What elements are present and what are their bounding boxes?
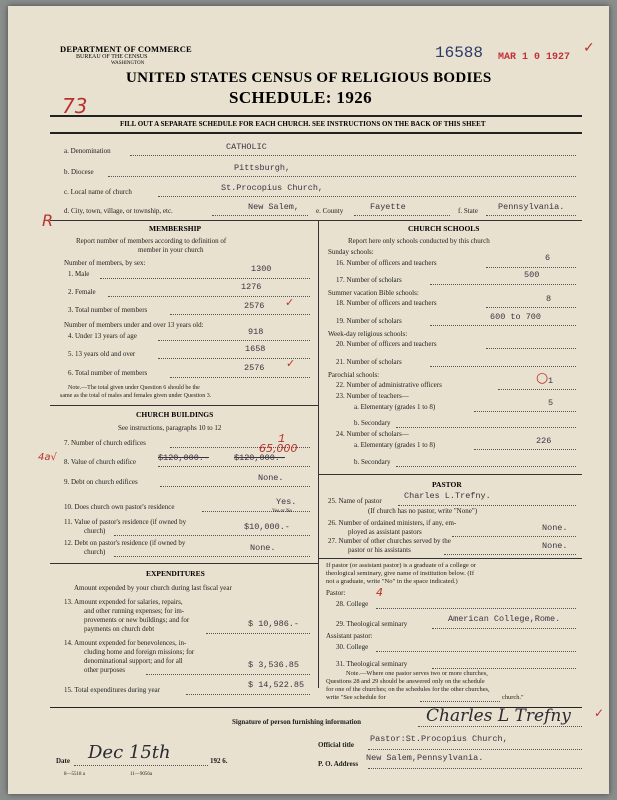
date-year: 192 6. xyxy=(210,757,228,765)
bureau-name: BUREAU OF THE CENSUS xyxy=(76,54,148,60)
q11-label-1: 11. Value of pastor's residence (if owned by xyxy=(64,518,187,526)
q24a-value: 226 xyxy=(536,436,552,446)
q17-value: 500 xyxy=(524,270,540,280)
q14-line-3: denominational support; and for all xyxy=(84,657,183,665)
official-title-label: Official title xyxy=(318,741,354,749)
q16-label: 16. Number of officers and teachers xyxy=(336,259,437,267)
q6-value: 2576 xyxy=(244,363,265,373)
pastor-note-3: for one of the churches; on the schedules for the other churches, xyxy=(326,686,490,693)
q26-line-1: 26. Number of ordained ministers, if any, em- xyxy=(328,519,457,527)
q14-line-2: cluding home and foreign missions; for xyxy=(84,648,195,656)
q10-label: 10. Does church own pastor's residence xyxy=(64,503,175,511)
department-name: DEPARTMENT OF COMMERCE xyxy=(60,44,192,54)
census-schedule-page xyxy=(8,6,609,794)
q14-value: $ 3,536.85 xyxy=(248,660,300,670)
q17-label: 17. Number of scholars xyxy=(336,276,402,284)
city-label: d. City, town, village, or township, etc. xyxy=(64,207,173,215)
expenditures-heading: EXPENDITURES xyxy=(146,569,205,578)
received-date-stamp: MAR 1 0 1927 xyxy=(498,52,571,63)
q13-value: $ 10,986.- xyxy=(248,619,300,629)
q4-value: 918 xyxy=(248,327,264,337)
diocese-label: b. Diocese xyxy=(64,168,94,176)
q2-value: 1276 xyxy=(241,282,262,292)
church-buildings-heading: CHURCH BUILDINGS xyxy=(136,410,214,419)
form-subtitle: SCHEDULE: 1926 xyxy=(229,88,373,107)
q26-line-2: ployed as assistant pastors xyxy=(348,528,422,536)
q7-value: 1 xyxy=(278,432,286,446)
q12-label-2: church) xyxy=(84,548,106,556)
q1-label: 1. Male xyxy=(68,270,90,278)
q13-line-4: payments on church debt xyxy=(84,625,155,633)
handwritten-r-mark: R xyxy=(42,211,54,230)
state-value: Pennsylvania. xyxy=(498,202,565,212)
q23a-value: 5 xyxy=(548,398,554,408)
serial-number: 16588 xyxy=(435,44,484,62)
q6-label: 6. Total number of members xyxy=(68,369,148,377)
check-mark-icon: ✓ xyxy=(583,40,595,56)
signature-label: Signature of person furnishing information xyxy=(232,718,361,726)
diocese-value: Pittsburgh, xyxy=(234,163,291,173)
members-by-sex: Number of members, by sex: xyxy=(64,259,146,267)
expenditures-intro: Amount expended by your church during last fiscal year xyxy=(74,584,232,592)
q12-value: None. xyxy=(250,543,276,553)
q25-hint: (If church has no pastor, write "None") xyxy=(368,507,478,515)
handwritten-number: 73 xyxy=(62,94,88,118)
denomination-value: CATHOLIC xyxy=(226,142,267,152)
state-label: f. State xyxy=(458,207,478,215)
city-name: WASHINGTON xyxy=(111,61,145,66)
handwritten-margin-note: 4a√ xyxy=(38,452,57,463)
church-buildings-intro: See instructions, paragraphs 10 to 12 xyxy=(118,424,222,432)
q29-label: 29. Theological seminary xyxy=(336,620,408,628)
form-title: UNITED STATES CENSUS OF RELIGIOUS BODIES xyxy=(126,70,492,86)
church-schools-intro: Report here only schools conducted by this church xyxy=(348,237,490,245)
q10-hint: Yes or No xyxy=(272,509,293,514)
q23a-label: a. Elementary (grades 1 to 8) xyxy=(354,403,436,411)
pastor-label: Pastor: xyxy=(326,589,346,597)
membership-intro-2: member in your church xyxy=(138,246,204,254)
po-address-label: P. O. Address xyxy=(318,760,359,768)
q30-label: 30. College xyxy=(336,643,369,651)
county-value: Fayette xyxy=(370,202,406,212)
date-written: Dec 15th xyxy=(88,742,171,763)
check-mark-icon: ✓ xyxy=(594,706,605,720)
q15-label: 15. Total expenditures during year xyxy=(64,686,160,694)
pastor-note-4: write "See schedule for xyxy=(326,694,386,701)
q5-label: 5. 13 years old and over xyxy=(68,350,136,358)
q31-label: 31. Theological seminary xyxy=(336,660,408,668)
q25-label: 25. Name of pastor xyxy=(328,497,382,505)
pastor-note-1: Note.—Where one pastor serves two or more churches, xyxy=(346,670,488,677)
parochial-schools: Parochial schools: xyxy=(328,371,380,379)
q11-value: $10,000.- xyxy=(244,522,290,532)
q12-label-1: 12. Debt on pastor's residence (if owned by xyxy=(64,539,186,547)
q23-label: 23. Number of teachers— xyxy=(336,392,409,400)
q8-value: $120,000.- xyxy=(158,453,210,463)
q13-line-1: 13. Amount expended for salaries, repairs, xyxy=(64,598,183,606)
q26-value: None. xyxy=(542,523,568,533)
graduate-instruction-2: theological seminary, give name of institution below. (If xyxy=(326,570,475,577)
q10-value: Yes. xyxy=(276,497,297,507)
q20-label: 20. Number of officers and teachers xyxy=(336,340,437,348)
q27-value: None. xyxy=(542,541,568,551)
assistant-pastor-label: Assistant pastor: xyxy=(326,632,373,640)
q28-label: 28. College xyxy=(336,600,369,608)
q29-value: American College,Rome. xyxy=(448,614,561,624)
local-name-label: c. Local name of church xyxy=(64,188,132,196)
graduate-instruction-3: not a graduate, write "No" in the space indicated.) xyxy=(326,578,458,585)
q19-value: 600 to 700 xyxy=(490,312,542,322)
church-schools-heading: CHURCH SCHOOLS xyxy=(408,224,480,233)
q18-label: 18. Number of officers and teachers xyxy=(336,299,437,307)
q27-line-2: pastor or his assistants xyxy=(348,546,411,554)
q5-value: 1658 xyxy=(245,344,266,354)
pastor-note-5: church." xyxy=(502,694,524,701)
membership-note-2: same as the total of males and females given under Question 3. xyxy=(60,393,212,399)
check-mark-icon: ✓ xyxy=(286,357,296,370)
members-by-age: Number of members under and over 13 years old: xyxy=(64,321,204,329)
q24b-label: b. Secondary xyxy=(354,458,391,466)
date-label: Date xyxy=(56,757,70,765)
sunday-schools: Sunday schools: xyxy=(328,248,374,256)
pastor-heading: PASTOR xyxy=(432,480,462,489)
q8-correction: 65,000 xyxy=(259,442,298,455)
membership-intro-1: Report number of members according to definition of xyxy=(76,237,227,245)
q11-label-2: church) xyxy=(84,527,106,535)
membership-note-1: Note.—The total given under Question 6 should be the xyxy=(68,385,200,391)
q24-label: 24. Number of scholars— xyxy=(336,430,409,438)
summer-schools: Summer vacation Bible schools: xyxy=(328,289,419,297)
q22-value: 1 xyxy=(548,376,554,386)
q19-label: 19. Number of scholars xyxy=(336,317,402,325)
handwritten-mark: 4 xyxy=(376,586,383,599)
q25-value: Charles L.Trefny. xyxy=(404,491,491,501)
q13-line-2: and other running expenses; for im- xyxy=(84,607,185,615)
q21-label: 21. Number of scholars xyxy=(336,358,402,366)
city-value: New Salem, xyxy=(248,202,300,212)
denomination-label: a. Denomination xyxy=(64,147,111,155)
local-name-value: St.Procopius Church, xyxy=(221,183,324,193)
form-code-2: 11—9056a xyxy=(130,772,153,777)
q23b-label: b. Secondary xyxy=(354,419,391,427)
q9-value: None. xyxy=(258,473,284,483)
membership-heading: MEMBERSHIP xyxy=(149,224,202,233)
pastor-signature: Charles L Trefny xyxy=(426,706,571,726)
official-title-value: Pastor:St.Procopius Church, xyxy=(370,734,508,744)
q14-line-1: 14. Amount expended for benevolences, in- xyxy=(64,639,187,647)
q16-value: 6 xyxy=(545,253,551,263)
q4-label: 4. Under 13 years of age xyxy=(68,332,137,340)
po-address-value: New Salem,Pennsylvania. xyxy=(366,753,484,763)
q15-value: $ 14,522.85 xyxy=(248,680,305,690)
pastor-note-2: Questions 28 and 29 should be answered only on the schedule xyxy=(326,678,485,685)
fill-instruction: FILL OUT A SEPARATE SCHEDULE FOR EACH CHURCH. SEE INSTRUCTIONS ON THE BACK OF THIS SHEET xyxy=(120,120,486,128)
county-label: e. County xyxy=(316,207,344,215)
q7-label: 7. Number of church edifices xyxy=(64,439,146,447)
q13-line-3: provements or new buildings; and for xyxy=(84,616,190,624)
q3-label: 3. Total number of members xyxy=(68,306,148,314)
graduate-instruction-1: If pastor (or assistant pastor) is a graduate of a college or xyxy=(326,562,476,569)
q24a-label: a. Elementary (grades 1 to 8) xyxy=(354,441,436,449)
weekday-schools: Week-day religious schools: xyxy=(328,330,408,338)
q8-label: 8. Value of church edifice xyxy=(64,458,136,466)
red-circle-mark: ○ xyxy=(536,370,549,386)
q14-line-4: other purposes xyxy=(84,666,126,674)
q9-label: 9. Debt on church edifices xyxy=(64,478,138,486)
q1-value: 1300 xyxy=(251,264,272,274)
q22-label: 22. Number of administrative officers xyxy=(336,381,442,389)
q2-label: 2. Female xyxy=(68,288,96,296)
check-mark-icon: ✓ xyxy=(285,296,295,309)
q8-value-b: $120,000.- xyxy=(234,453,286,463)
q27-line-1: 27. Number of other churches served by the xyxy=(328,537,451,545)
form-code: 8—5518 a xyxy=(64,772,85,777)
q3-value: 2576 xyxy=(244,301,265,311)
q18-value: 8 xyxy=(546,294,552,304)
